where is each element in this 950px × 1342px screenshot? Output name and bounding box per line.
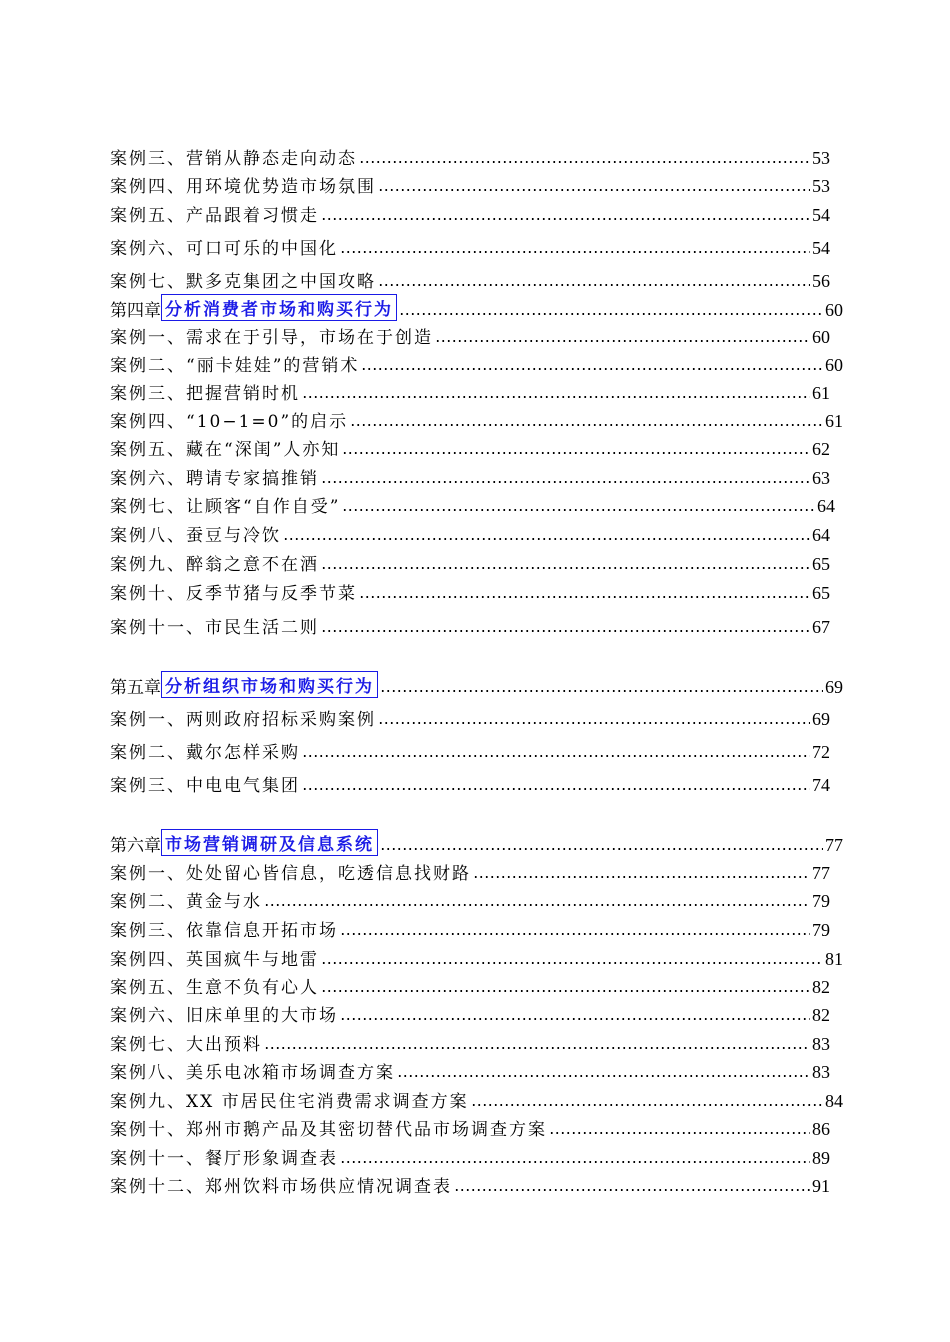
case-title: 案例八、美乐电冰箱市场调查方案 (110, 1063, 395, 1083)
page-number: 81 (825, 949, 843, 969)
chapter-title-link[interactable]: 市场营销调研及信息系统 (161, 829, 378, 856)
page-number: 54 (812, 238, 830, 258)
dot-leader (380, 838, 823, 852)
toc-case-entry[interactable] (110, 378, 830, 404)
dot-leader (473, 866, 810, 880)
case-title: 案例七、默多克集团之中国攻略 (110, 272, 376, 292)
chapter-title-link[interactable]: 分析消费者市场和购买行为 (161, 294, 397, 321)
page-number: 60 (812, 327, 830, 347)
toc-case-entry[interactable] (110, 1171, 830, 1197)
page-number: 77 (812, 863, 830, 883)
dot-leader (359, 586, 810, 600)
case-title: 案例三、把握营销时机 (110, 384, 300, 404)
page-number: 61 (825, 411, 843, 431)
page-number: 77 (825, 835, 843, 855)
page-number: 61 (812, 383, 830, 403)
dot-leader (342, 499, 815, 513)
page-number: 62 (812, 439, 830, 459)
dot-leader (321, 980, 810, 994)
dot-leader (361, 358, 823, 372)
case-title: 案例二、戴尔怎样采购 (110, 743, 300, 763)
dot-leader (302, 778, 810, 792)
case-title: 案例七、大出预料 (110, 1035, 262, 1055)
case-title: 案例二、“丽卡娃娃”的营销术 (110, 356, 360, 376)
dot-leader (378, 712, 810, 726)
case-title: 案例八、蚕豆与冷饮 (110, 526, 281, 546)
page-number: 83 (812, 1062, 830, 1082)
case-title: 案例十、郑州市鹅产品及其密切替代品市场调查方案 (110, 1120, 547, 1140)
chapter-number: 第六章 (110, 836, 161, 856)
toc-case-entry[interactable] (110, 704, 830, 730)
dot-leader (471, 1094, 823, 1108)
dot-leader (340, 923, 810, 937)
dot-leader (264, 894, 810, 908)
case-title: 案例一、两则政府招标采购案例 (110, 710, 376, 730)
page-number: 65 (812, 554, 830, 574)
dot-leader (340, 1151, 810, 1165)
toc-case-entry[interactable] (110, 737, 830, 763)
toc-case-entry[interactable] (110, 944, 843, 970)
toc-case-entry[interactable] (110, 770, 830, 796)
dot-leader (342, 442, 810, 456)
toc-case-entry[interactable] (110, 1143, 830, 1169)
toc-case-entry[interactable] (110, 1029, 830, 1055)
case-title: 案例九、醉翁之意不在酒 (110, 555, 319, 575)
toc-case-entry[interactable] (110, 612, 830, 638)
case-title: 案例十二、郑州饮料市场供应情况调查表 (110, 1177, 452, 1197)
case-title: 案例一、处处留心皆信息，吃透信息找财路 (110, 864, 471, 884)
page-number: 53 (812, 148, 830, 168)
case-title: 案例二、黄金与水 (110, 892, 262, 912)
toc-case-entry[interactable] (110, 1057, 830, 1083)
toc-case-entry[interactable] (110, 322, 830, 348)
toc-case-entry[interactable] (110, 549, 830, 575)
case-title: 案例三、中电电气集团 (110, 776, 300, 796)
toc-case-entry[interactable] (110, 491, 835, 517)
case-title: 案例十一、餐厅形象调查表 (110, 1149, 338, 1169)
page-number: 67 (812, 617, 830, 637)
toc-case-entry[interactable] (110, 434, 830, 460)
page-number: 84 (825, 1091, 843, 1111)
page-number: 74 (812, 775, 830, 795)
page-number: 86 (812, 1119, 830, 1139)
dot-leader (340, 241, 810, 255)
dot-leader (321, 208, 810, 222)
case-title: 案例三、依靠信息开拓市场 (110, 921, 338, 941)
page-number: 63 (812, 468, 830, 488)
case-title: 案例五、产品跟着习惯走 (110, 206, 319, 226)
toc-case-entry[interactable] (110, 1086, 843, 1112)
case-title: 案例五、藏在“深闺”人亦知 (110, 440, 341, 460)
dot-leader (397, 1065, 810, 1079)
dot-leader (378, 179, 810, 193)
page-number: 65 (812, 583, 830, 603)
dot-leader (302, 386, 810, 400)
dot-leader (302, 745, 810, 759)
toc-case-entry[interactable] (110, 858, 830, 884)
toc-case-entry[interactable] (110, 406, 843, 432)
toc-case-entry[interactable] (110, 578, 830, 604)
case-title: 案例四、“10−1=0”的启示 (110, 412, 349, 432)
case-title: 案例六、可口可乐的中国化 (110, 239, 338, 259)
case-title: 案例六、旧床单里的大市场 (110, 1006, 338, 1026)
page-number: 53 (812, 176, 830, 196)
toc-case-entry[interactable] (110, 972, 830, 998)
case-title: 案例十一、市民生活二则 (110, 618, 319, 638)
toc-case-entry[interactable] (110, 1000, 830, 1026)
page-number: 60 (825, 355, 843, 375)
toc-case-entry[interactable] (110, 350, 843, 376)
dot-leader (549, 1122, 810, 1136)
page-number: 91 (812, 1176, 830, 1196)
dot-leader (340, 1008, 810, 1022)
dot-leader (359, 151, 810, 165)
case-title: 案例七、让顾客“自作自受” (110, 497, 341, 517)
page-number: 69 (812, 709, 830, 729)
toc-case-entry[interactable] (110, 886, 830, 912)
toc-case-entry[interactable] (110, 171, 830, 197)
page-number: 79 (812, 891, 830, 911)
toc-chapter-entry[interactable] (110, 672, 843, 698)
toc-case-entry[interactable] (110, 143, 830, 169)
page-number: 69 (825, 677, 843, 697)
page-number: 56 (812, 271, 830, 291)
case-title: 案例十、反季节猪与反季节菜 (110, 584, 357, 604)
dot-leader (321, 620, 810, 634)
dot-leader (378, 274, 810, 288)
dot-leader (264, 1037, 810, 1051)
page-number: 89 (812, 1148, 830, 1168)
case-title: 案例三、营销从静态走向动态 (110, 149, 357, 169)
dot-leader (350, 414, 823, 428)
page-number: 82 (812, 1005, 830, 1025)
dot-leader (454, 1179, 810, 1193)
page-number: 64 (817, 496, 835, 516)
dot-leader (399, 303, 823, 317)
chapter-number: 第五章 (110, 678, 161, 698)
dot-leader (435, 330, 810, 344)
dot-leader (283, 528, 810, 542)
page-number: 79 (812, 920, 830, 940)
toc-case-entry[interactable] (110, 266, 830, 292)
page-number: 82 (812, 977, 830, 997)
case-title: 案例六、聘请专家搞推销 (110, 469, 319, 489)
toc-case-entry[interactable] (110, 915, 830, 941)
case-title: 案例一、需求在于引导，市场在于创造 (110, 328, 433, 348)
page-number: 54 (812, 205, 830, 225)
page-number: 60 (825, 300, 843, 320)
toc-case-entry[interactable] (110, 520, 830, 546)
case-title: 案例五、生意不负有心人 (110, 978, 319, 998)
dot-leader (321, 471, 810, 485)
case-title: 案例四、用环境优势造市场氛围 (110, 177, 376, 197)
case-title: 案例四、英国疯牛与地雷 (110, 950, 319, 970)
dot-leader (321, 557, 810, 571)
page-number: 83 (812, 1034, 830, 1054)
toc-chapter-entry[interactable] (110, 295, 843, 321)
dot-leader (380, 680, 823, 694)
toc-case-entry[interactable] (110, 200, 830, 226)
page-number: 72 (812, 742, 830, 762)
page-number: 64 (812, 525, 830, 545)
chapter-number: 第四章 (110, 301, 161, 321)
case-title: 案例九、XX 市居民住宅消费需求调查方案 (110, 1092, 469, 1112)
toc-case-entry[interactable] (110, 463, 830, 489)
toc-case-entry[interactable] (110, 233, 830, 259)
toc-chapter-entry[interactable] (110, 830, 843, 856)
toc-case-entry[interactable] (110, 1114, 830, 1140)
dot-leader (321, 952, 823, 966)
chapter-title-link[interactable]: 分析组织市场和购买行为 (161, 671, 378, 698)
